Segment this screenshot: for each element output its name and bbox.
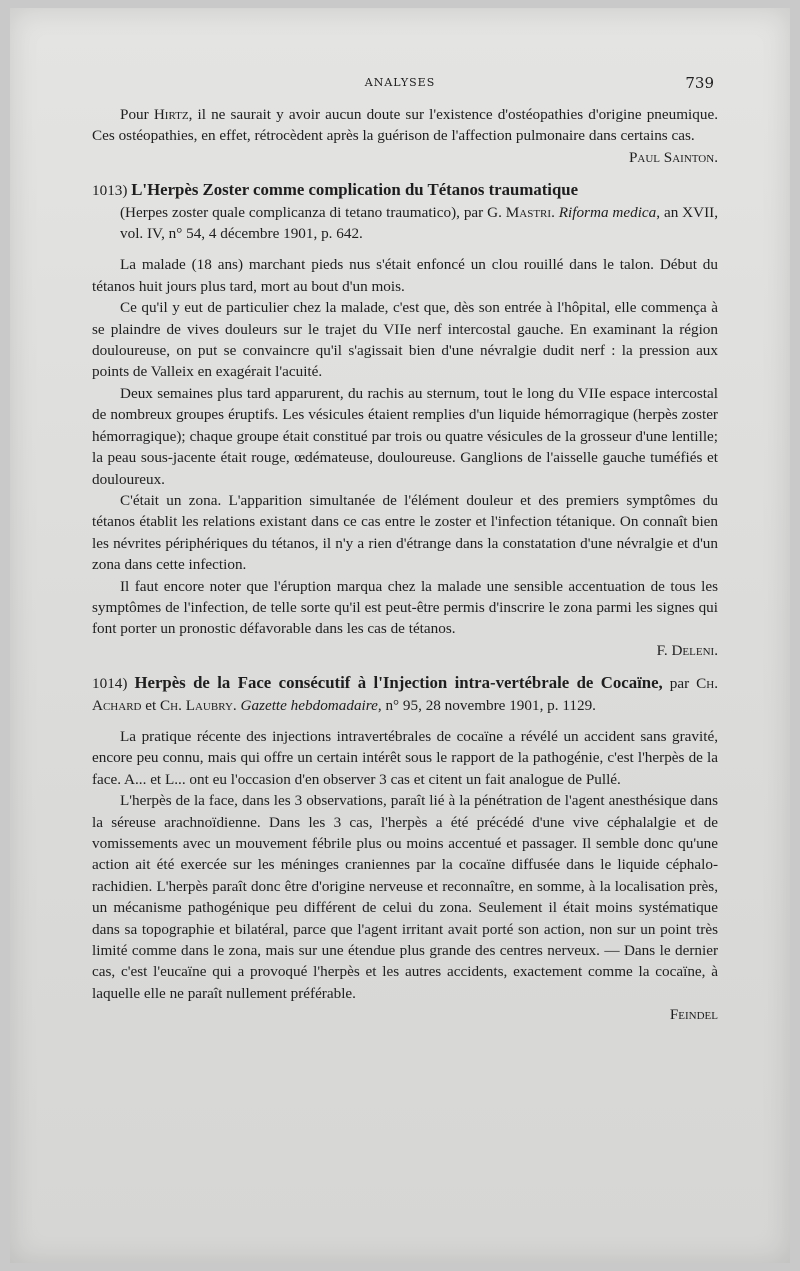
page-number: 739 [685,74,714,92]
body-paragraph: Ce qu'il y eut de particulier chez la malade, c'est que, dès son entrée à l'hôpital, elle commença à se plaindre de vives douleurs sur le trajet du VIIe nerf intercostal gauche. En examinant la région douloureuse, on put se convaincre qu'il s'agissait bien d'une névralgie dudit nerf : la pression aux points de Valleix en exagérait l'acuité. [92,299,718,381]
article-title: Herpès de la Face consécutif à l'Injection intra-vertébrale de Cocaïne, [134,673,663,693]
intro-paragraph: Pour Hirtz, il ne saurait y avoir aucun doute sur l'existence d'ostéopathies d'origine pneumique. Ces ostéopathies, en effet, rétrocèdent après la guérison de l'affection pulmonaire dans certains cas. [92,106,718,145]
page-content [92,104,718,1026]
article-1013 [92,179,718,661]
article-1014 [92,672,718,1026]
article-number: 1014) [92,675,128,693]
article-1014-signature: Feindel [669,1006,718,1024]
article-1014-heading: 1014) Herpès de la Face consécutif à l'Injection intra-vertébrale de Cocaïne, par Ch. Achard et Ch. Laubry. Gazette hebdomadaire, n° 95, 28 novembre 1901, p. 1129. [92,673,718,714]
body-paragraph: La malade (18 ans) marchant pieds nus s'était enfoncé un clou rouillé dans le talon. Début du tétanos huit jours plus tard, mort au bout d'un mois. [92,256,718,295]
article-title: L'Herpès Zoster comme complication du Tétanos traumatique [131,180,579,200]
body-paragraph: L'herpès de la face, dans les 3 observations, paraît lié à la pénétration de l'agent anesthésique dans la séreuse arachnoïdienne. Dans les 3 cas, l'herpès a été précédé d'une vive céphalalgie et de vomissements avec un mouvement fébrile plus ou moins accentué et passager. Il semble donc qu'une action ait été exercée sur les méninges craniennes par la cocaïne diffusée dans le liquide céphalo-rachidien. L'herpès paraît donc être d'origine nerveuse et reconnaître, en somme, à la localisation près, un mécanisme pathogénique peu différent de celui du zona. Seulement il était moins systématique dans sa topographie et bilatéral, parce que l'agent irritant avait porté son action, non sur un point très limité comme dans le zona, mais sur une étendue plus grande des centres nerveux. — Dans le dernier cas, c'est l'eucaïne qui a provoqué l'herpès et les autres accidents, exactement comme la cocaïne, à laquelle elle ne paraît nullement préférable. [92,792,718,1002]
page-header [10,74,790,98]
intro-signature: Paul Sainton. [628,148,718,166]
article-number: 1013) [92,182,128,200]
body-paragraph: C'était un zona. L'apparition simultanée de l'élément douleur et des premiers symptômes du tétanos établit les relations existant dans ce cas entre le zoster et l'infection tétanique. On connaît bien les névrites périphériques du tétanos, il n'y a rien d'étrange dans la constatation d'une névralgie et d'un zona dans cette infection. [92,491,718,574]
article-author: Mastri [505,203,552,221]
body-paragraph: Deux semaines plus tard apparurent, du rachis au sternum, tout le long du VIIe espace intercostal de nombreux groupes éruptifs. Les vésicules étaient remplies d'un liquide hémorragique (herpès zoster hémorragique); chaque groupe était constitué par trois ou quatre vésicules de la grosseur d'une lentille; la peau sous-jacente était rouge, œdémateuse, douloureuse. Ganglions de l'aisselle gauche tuméfiés et douloureux. [92,384,718,488]
body-paragraph: Il faut encore noter que l'éruption marqua chez la malade une sensible accentuation de tous les symptômes de l'infection, de telle sorte qu'il est peut-être permis d'inscrire le zona parmi les signes qui font porter un pronostic défavorable dans les cas de tétanos. [92,577,718,638]
journal-name: Riforma medica [558,203,657,221]
article-1013-reference: (Herpes zoster quale complicanza di tetano traumatico), par G. Mastri. Riforma medica, an XVII, vol. IV, n° 54, 4 décembre 1901, p. 642. [120,203,719,243]
book-page [10,8,790,1263]
article-author-1: Ch. Achard [92,675,718,714]
journal-name: Gazette hebdomadaire [240,696,378,714]
article-1013-signature: F. Deleni. [656,641,718,659]
cited-author-hirtz: Hirtz [153,106,189,123]
article-1013-heading [92,179,718,201]
running-head: ANALYSES [364,76,436,89]
article-author-2: Ch. Laubry [160,696,233,714]
body-paragraph: La pratique récente des injections intravertébrales de cocaïne a révélé un accident sans gravité, encore peu connu, mais qui offre un certain intérêt sous le rapport de la pathogénie, c'est l'herpès de la face. A... et L... ont eu l'occasion d'en observer 3 cas et citent un fait analogue de Pullé. [92,727,718,788]
